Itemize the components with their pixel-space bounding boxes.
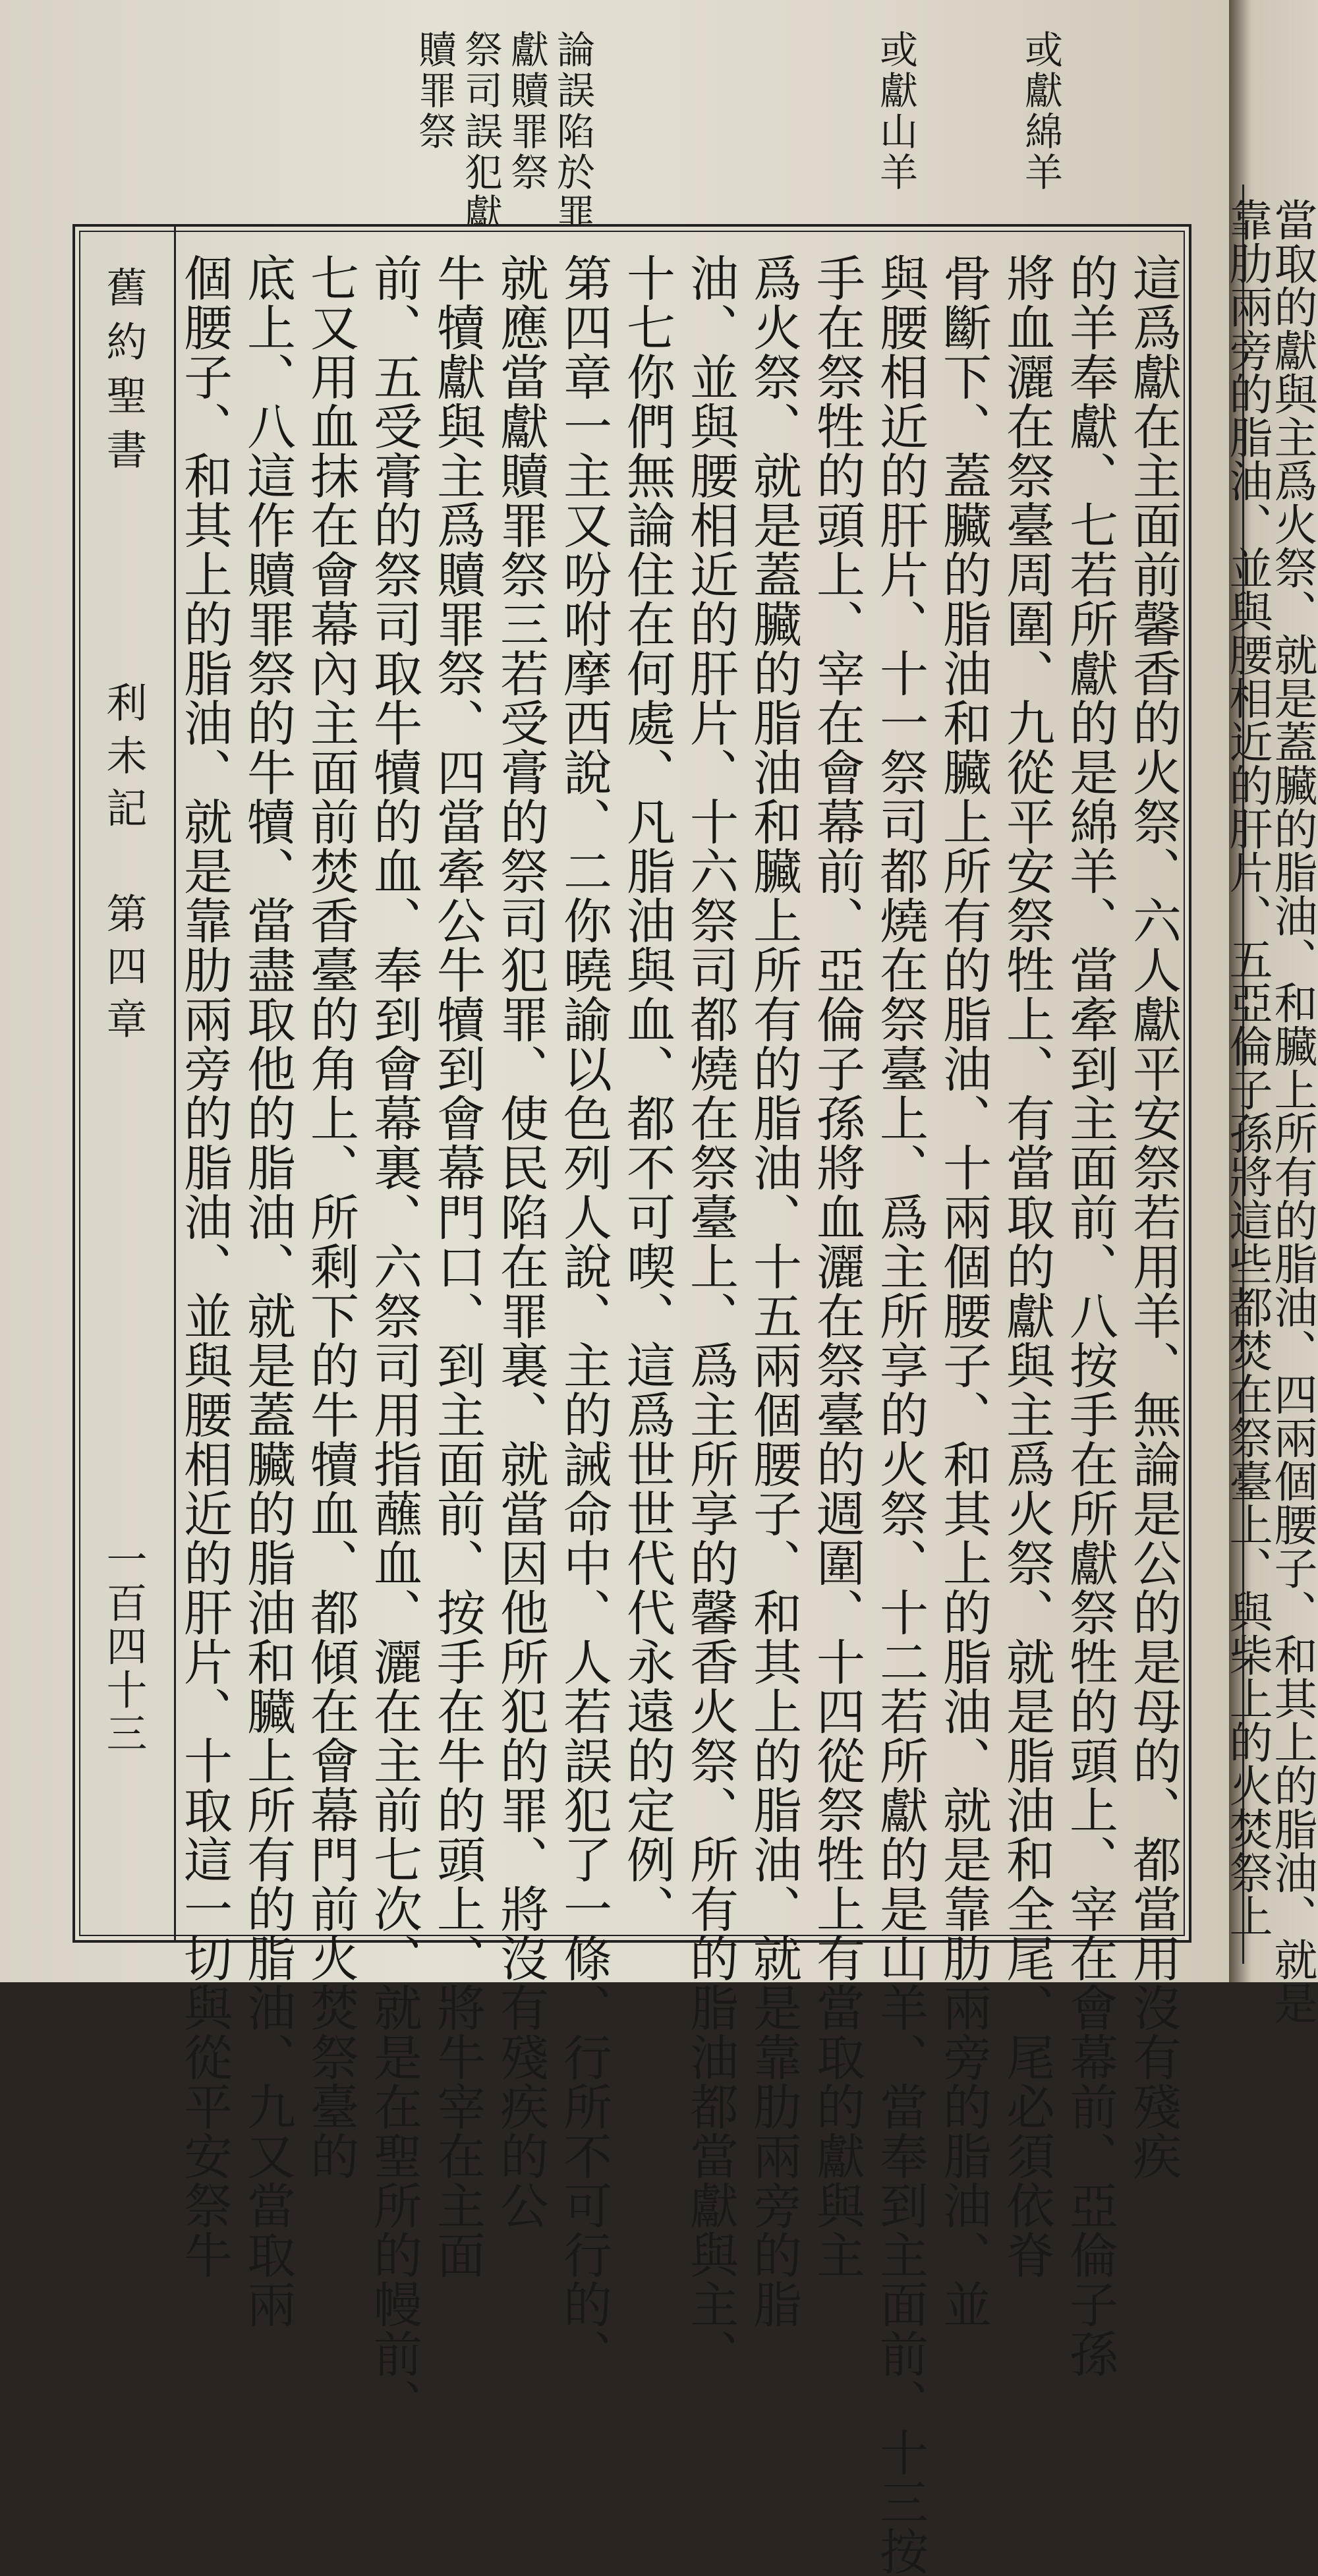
text-column: 前、五受膏的祭司取牛犢的血、奉到會幕裏、六祭司用指蘸血、灑在主前七次、就是在聖所的幔前、 [366, 253, 422, 2428]
side-note: 或獻山羊 [873, 30, 918, 193]
text-column: 底上、八這作贖罪祭的牛犢、當盡取他的脂油、就是蓋臟的脂油和臟上所有的脂油、九又當取兩 [239, 253, 296, 2329]
text-column: 將血灑在祭臺周圍、九從平安祭牲上、有當取的獻與主爲火祭、就是脂油和全尾、尾必須依脊 [998, 253, 1055, 2279]
running-header [75, 227, 176, 1940]
text-column: 靠肋兩旁的脂油、並與腰相近的肝片、五亞倫子孫將這些都焚在祭臺上、與柴上的火焚祭上 [1222, 198, 1273, 1937]
side-note: 論誤陷於罪 [550, 30, 595, 234]
page-number: 一百四十三 [100, 1538, 148, 1756]
side-note: 祭司誤犯獻 [458, 30, 503, 234]
side-note: 或獻綿羊 [1018, 30, 1063, 193]
text-column: 油、並與腰相近的肝片、十六祭司都燒在祭臺上、爲主所享的馨香火祭、所有的脂油都當獻與主、 [682, 253, 739, 2378]
text-column: 骨斷下、蓋臟的脂油和臟上所有的脂油、十兩個腰子、和其上的脂油、就是靠肋兩旁的脂油、並 [935, 253, 992, 2329]
text-column: 的羊奉獻、七若所獻的是綿羊、當牽到主面前、八按手在所獻祭牲的頭上、宰在會幕前、亞倫子孫 [1062, 253, 1118, 2378]
text-column: 十七你們無論住在何處、凡脂油與血、都不可喫、這爲世世代代永遠的定例、 [619, 253, 675, 1933]
text-column: 個腰子、和其上的脂油、就是靠肋兩旁的脂油、並與腰相近的肝片、十取這一切與從平安祭牛 [176, 253, 233, 2279]
chapter-label: 利未記 第四章 [100, 681, 148, 1050]
side-note: 獻贖罪祭 [504, 30, 549, 193]
text-column: 當取的獻與主爲火祭、就是蓋臟的脂油、和臟上所有的脂油、四兩個腰子、和其上的脂油、就是 [1267, 198, 1317, 2024]
text-column: 就應當獻贖罪祭三若受膏的祭司犯罪、使民陷在罪裏、就當因他所犯的罪、將沒有殘疾的公 [492, 253, 549, 2230]
book-title: 舊約聖書 [100, 266, 148, 482]
text-column: 七又用血抹在會幕內主面前焚香臺的角上、所剩下的牛犢血、都傾在會幕門前火焚祭臺的 [302, 253, 359, 2181]
text-column: 牛犢獻與主爲贖罪祭、四當牽公牛犢到會幕門口、到主面前、按手在牛的頭上、將牛宰在主面 [429, 253, 486, 2279]
book-page-right [1222, 0, 1318, 2024]
text-frame [72, 224, 1191, 2576]
text-column: 第四章一主又吩咐摩西說、二你曉諭以色列人說、主的誡命中、人若誤犯了一條、行所不可行的、 [556, 253, 612, 2378]
text-column: 爲火祭、就是蓋臟的脂油和臟上所有的脂油、十五兩個腰子、和其上的脂油、就是靠肋兩旁的脂 [745, 253, 802, 2329]
text-column: 這爲獻在主面前馨香的火祭、六人獻平安祭若用羊、無論是公的是母的、都當用沒有殘疾 [1125, 253, 1182, 2181]
text-column: 與腰相近的肝片、十一祭司都燒在祭臺上、爲主所享的火祭、十二若所獻的是山羊、當奉到主面前、十三按 [872, 253, 929, 2576]
text-column: 手在祭牲的頭上、宰在會幕前、亞倫子孫將血灑在祭臺的週圍、十四從祭牲上有當取的獻與主 [809, 253, 865, 2279]
text-body [176, 253, 1182, 2576]
side-note: 贖罪祭 [412, 30, 457, 152]
